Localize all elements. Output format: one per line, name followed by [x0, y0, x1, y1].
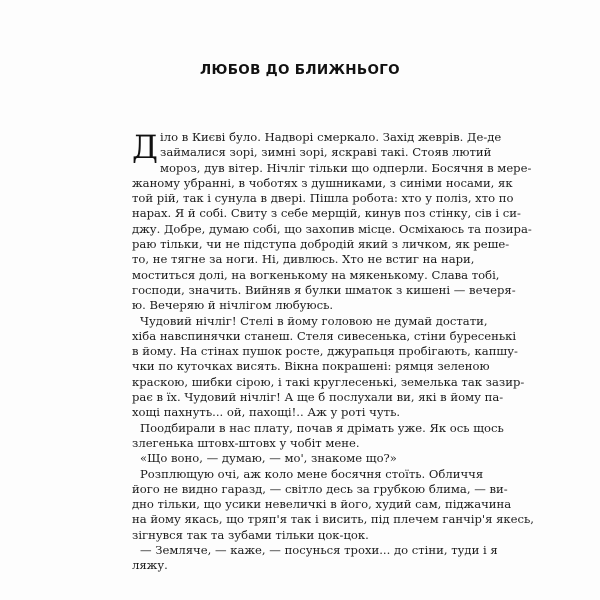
text-line: зігнувся так та зубами тільки цок-цок. — [132, 527, 369, 542]
text-line: на йому якась, що тряп'я так і висить, під плечем ганчір'я якесь, — [132, 512, 534, 527]
text-line: іло в Києві було. Надворі смеркало. Захід жеврів. Де-де — [160, 130, 502, 144]
drop-cap: Д — [132, 128, 159, 166]
text-line: ю. Вечеряю й нічлігом любуюсь. — [132, 298, 334, 313]
text-line: ляжу. — [132, 558, 168, 573]
text-line: раю тільки, чи не підступа добродій який з личком, як реше- — [132, 237, 510, 252]
chapter-body — [132, 128, 534, 574]
text-line: злегенька штовх-штовх у чобіт мене. — [132, 435, 360, 450]
paragraph-3 — [132, 420, 504, 452]
text-line: в йому. На стінах пушок росте, джурапьця пробігають, капшу- — [132, 344, 518, 359]
paragraph-4 — [132, 451, 477, 466]
text-line: його не видно гаразд, — світло десь за грубкою блима, — ви- — [132, 481, 508, 496]
text-line: моститься долі, на вогкенькому на мякенькому. Слава тобі, — [132, 267, 500, 282]
text-line: займалися зорі, зимні зорі, яскраві такі. Стояв лютий — [160, 145, 492, 160]
paragraph-5 — [132, 466, 534, 543]
paragraph-6 — [132, 543, 498, 574]
text-line: то, не тягне за ноги. Ні, дивлюсь. Хто не встиг на нари, — [132, 252, 475, 267]
text-line: краскою, шибки сірою, і такі круглесенькі, земелька так зазир- — [132, 374, 525, 389]
text-line: — Земляче, — каже, — посунься трохи... до стіни, туди і я — [140, 543, 498, 558]
chapter-title: ЛЮБОВ ДО БЛИЖНЬОГО — [200, 62, 400, 78]
text-line: рає в їх. Чудовий нічліг! А ще б послухали ви, які в йому па- — [132, 390, 504, 405]
text-line: мороз, дув вітер. Нічліг тільки що одперли. Босячня в мере- — [160, 160, 532, 175]
text-line: нарах. Я й собі. Свиту з себе мерщій, кинув поз стінку, сів і си- — [132, 206, 521, 221]
text-line: Розплющую очі, аж коло мене босячня стоїть. Обличчя — [140, 466, 484, 481]
text-line: Чудовий нічліг! Стелі в йому головою не думай достати, — [140, 313, 488, 328]
text-line: жаному убранні, в чоботях з душниками, з синіми носами, як — [132, 175, 513, 190]
text-line: чки по куточках висять. Вікна покрашені: рямця зеленою — [132, 359, 490, 374]
text-line: дно тільки, що усики невеличкі в його, худий сам, піджачина — [132, 497, 512, 512]
text-line: той рій, так і сунула в двері. Пішла робота: хто у поліз, хто по — [132, 191, 514, 206]
paragraph-1 — [132, 128, 532, 314]
text-line: господи, значить. Вийняв я булки шматок з кишені — вечеря- — [132, 282, 516, 297]
text-line: Поодбирали в нас плату, почав я дрімать уже. Як ось щось — [140, 420, 504, 435]
paragraph-2 — [132, 313, 525, 421]
text-line: «Що воно, — думаю, — мо', знакоме що?» — [140, 451, 397, 466]
text-line: джу. Добре, думаю собі, що захопив місце. Осміхаюсь та позира- — [132, 221, 532, 236]
text-line: хіба навспинячки станеш. Стеля сивесенька, стіни буресенькі — [132, 328, 517, 343]
text-line: хощі пахнуть... ой, пахощі!.. Аж у роті чуть. — [132, 405, 401, 420]
